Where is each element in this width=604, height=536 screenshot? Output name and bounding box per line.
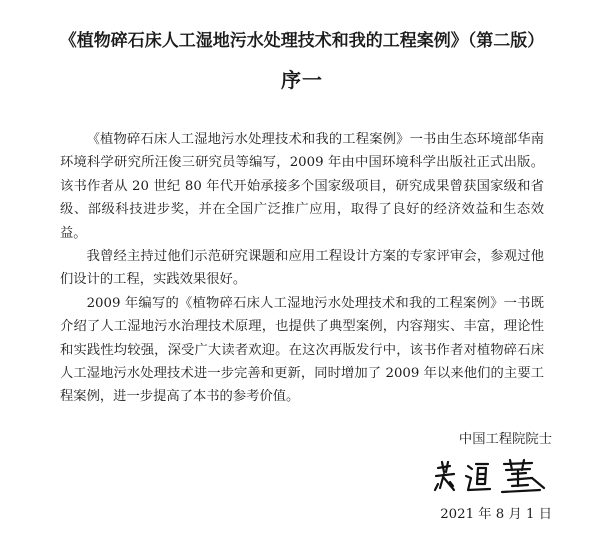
paragraph-1: 《植物碎石床人工湿地污水处理技术和我的工程案例》一书由生态环境部华南环境科学研究所汪俊三研究员等编写，2009 年由中国环境科学出版社正式出版。该书作者从 20 世纪 80 年代开始承接多个国家级项目，研究成果曾获国家级和省级、部级科技进步奖，并在全国广泛推广应用，取得了良好的经济效益和生态效益。 bbox=[60, 132, 544, 241]
book-title: 《植物碎石床人工湿地污水处理技术和我的工程案例》（第二版） bbox=[59, 31, 545, 51]
signer-organization: 中国工程院院士 bbox=[458, 432, 552, 447]
section-title: 序一 bbox=[281, 68, 323, 92]
signature-date: 2021 年 8 月 1 日 bbox=[440, 507, 552, 522]
handwritten-signature bbox=[432, 458, 550, 500]
paragraph-2: 我曾经主持过他们示范研究课题和应用工程设计方案的专家评审会，参观过他们设计的工程，实践效果很好。 bbox=[60, 249, 544, 288]
paragraph-3: 2009 年编写的《植物碎石床人工湿地污水处理技术和我的工程案例》一书既介绍了人工湿地污水治理技术原理，也提供了典型案例，内容翔实、丰富，理论性和实践性均较强，深受广大读者欢迎。在这次再版发行中，该书作者对植物碎石床人工湿地污水处理技术进一步完善和更新，同时增加了 2009 年以来他们的主要工程案例，进一步提高了本书的参考价值。 bbox=[60, 295, 544, 405]
preface-body bbox=[60, 128, 544, 409]
